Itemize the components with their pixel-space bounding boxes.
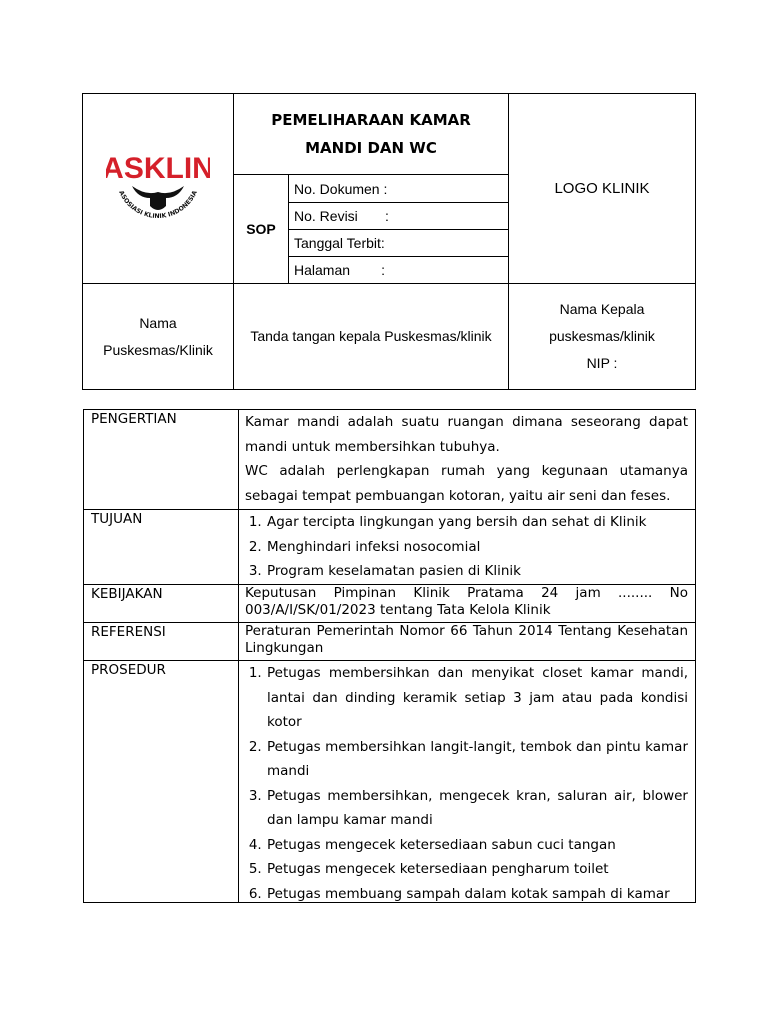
asklin-logo xyxy=(106,136,210,236)
nip-label: NIP : xyxy=(586,355,618,371)
title-line-2: MANDI DAN WC xyxy=(305,139,437,157)
document-title xyxy=(234,94,509,175)
pengertian-text xyxy=(239,410,696,510)
pengertian-label: PENGERTIAN xyxy=(84,410,239,510)
nama-kepala-label: Nama Kepala xyxy=(559,301,645,317)
asklin-logo-cell xyxy=(83,94,234,284)
prosedur-label: PROSEDUR xyxy=(84,661,239,903)
sop-label: SOP xyxy=(234,175,289,284)
tanggal-terbit: Tanggal Terbit: xyxy=(289,230,509,257)
no-revisi: No. Revisi : xyxy=(289,203,509,230)
referensi-text: Peraturan Pemerintah Nomor 66 Tahun 2014 Tentang Kesehatan Lingkungan xyxy=(239,623,696,661)
svg-text:ASKLIN: ASKLIN xyxy=(106,152,210,185)
no-dokumen: No. Dokumen : xyxy=(289,175,509,203)
kebijakan-label: KEBIJAKAN xyxy=(84,585,239,623)
sop-content-table xyxy=(83,409,696,903)
nama-label: Nama xyxy=(139,314,177,331)
sop-header-table xyxy=(82,93,696,390)
list-item: 2. Petugas membersihkan langit-langit, tembok dan pintu kamar mandi xyxy=(266,735,688,784)
kebijakan-text: Keputusan Pimpinan Klinik Pratama 24 jam ........ No 003/A/I/SK/01/2023 tentang Tata Kelola Klinik xyxy=(239,585,696,623)
kepala-puskesmas-label: puskesmas/klinik xyxy=(549,328,655,344)
nama-puskesmas-cell xyxy=(83,284,234,390)
svg-text:ASOSIASI KLINIK INDONESIA: ASOSIASI KLINIK INDONESIA xyxy=(117,189,199,221)
tujuan-label: TUJUAN xyxy=(84,510,239,585)
pengertian-paragraph-2: WC adalah perlengkapan rumah yang kegunaan utamanya sebagai tempat pembuangan kotoran, yaitu air seni dan feses. xyxy=(245,463,688,504)
pengertian-paragraph-1: Kamar mandi adalah suatu ruangan dimana seseorang dapat mandi untuk membersihkan tubuhya. xyxy=(245,414,688,455)
clinic-logo-placeholder: LOGO KLINIK xyxy=(509,94,696,284)
list-item: 3. Petugas membersihkan, mengecek kran, saluran air, blower dan lampu kamar mandi xyxy=(266,784,688,833)
tujuan-list xyxy=(245,510,688,584)
list-item: 3. Program keselamatan pasien di Klinik xyxy=(266,559,688,584)
title-line-1: PEMELIHARAAN KAMAR xyxy=(271,111,471,129)
tanda-tangan-cell: Tanda tangan kepala Puskesmas/klinik xyxy=(234,284,509,390)
kepala-cell xyxy=(509,284,696,390)
list-item: 4. Petugas mengecek ketersediaan sabun cuci tangan xyxy=(266,833,688,858)
tujuan-list-cell xyxy=(239,510,696,585)
list-item: 1. Agar tercipta lingkungan yang bersih dan sehat di Klinik xyxy=(266,510,688,535)
list-item: 6. Petugas membuang sampah dalam kotak sampah di kamar xyxy=(266,882,688,902)
list-item: 5. Petugas mengecek ketersediaan pengharum toilet xyxy=(266,857,688,882)
prosedur-list-cell xyxy=(239,661,696,903)
referensi-label: REFERENSI xyxy=(84,623,239,661)
list-item: 1. Petugas membersihkan dan menyikat closet kamar mandi, lantai dan dinding keramik setiap 3 jam atau pada kondisi kotor xyxy=(266,661,688,735)
prosedur-list xyxy=(245,661,688,901)
list-item: 2. Menghindari infeksi nosocomial xyxy=(266,535,688,560)
puskesmas-klinik-label: Puskesmas/Klinik xyxy=(103,341,213,358)
halaman: Halaman : xyxy=(289,257,509,284)
